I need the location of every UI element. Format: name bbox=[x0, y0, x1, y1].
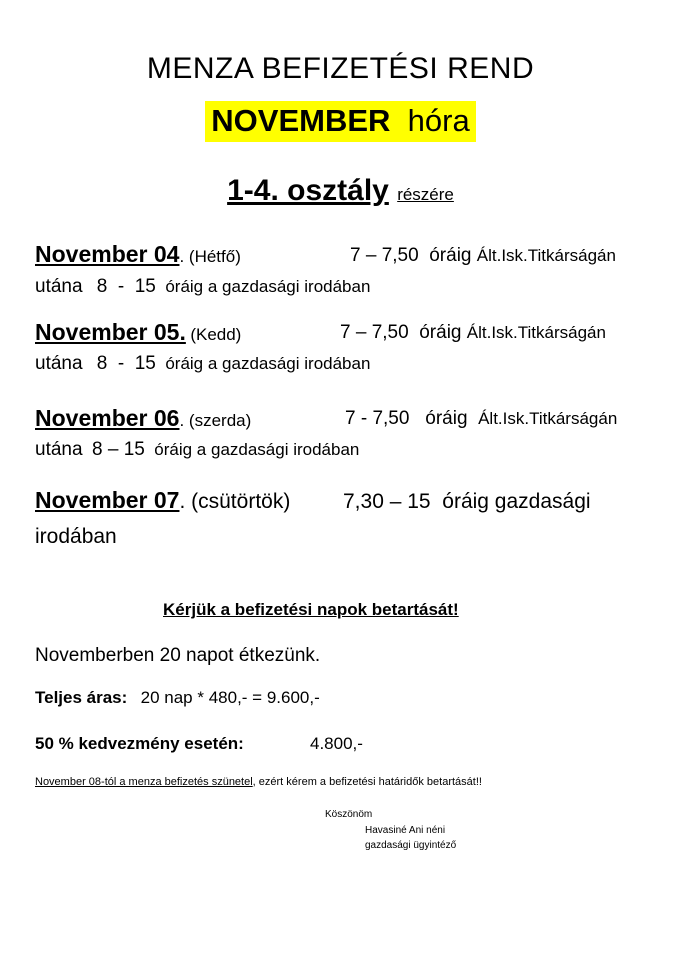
after-time: 8 – 15 bbox=[92, 439, 145, 460]
full-price-label: Teljes áras: bbox=[35, 688, 128, 707]
schedule-after bbox=[35, 439, 359, 461]
after-label: utána bbox=[35, 276, 83, 297]
schedule-time bbox=[350, 245, 616, 267]
full-price-value: 20 nap * 480,- = 9.600,- bbox=[140, 688, 320, 707]
schedule-row-3 bbox=[35, 405, 251, 432]
schedule-date: November 06 bbox=[35, 405, 180, 431]
place-label: Ált.Isk.Titkárságán bbox=[466, 323, 606, 342]
after-text: óráig a gazdasági irodában bbox=[165, 277, 371, 296]
schedule-after bbox=[35, 353, 370, 375]
after-text: óráig a gazdasági irodában bbox=[165, 354, 371, 373]
schedule-time bbox=[343, 490, 591, 514]
footnote-underlined: November 08-tól a menza befizetés szünetel bbox=[35, 776, 253, 788]
month-heading bbox=[0, 101, 681, 142]
schedule-date: November 07 bbox=[35, 487, 180, 513]
schedule-row-2 bbox=[35, 319, 241, 346]
schedule-after bbox=[35, 276, 370, 298]
after-text: óráig a gazdasági irodában bbox=[154, 440, 360, 459]
discount-value: 4.800,- bbox=[310, 734, 363, 753]
signature-thanks: Köszönöm bbox=[325, 809, 373, 820]
after-time: 8 - 15 bbox=[96, 353, 156, 374]
footnote-rest: , ezért kérem a befizetési határidők betartását!! bbox=[252, 776, 482, 788]
schedule-date: November 05. bbox=[35, 319, 186, 345]
place-label: Ált.Isk.Titkárságán bbox=[478, 409, 618, 428]
full-price-line bbox=[35, 688, 320, 708]
schedule-row-1 bbox=[35, 241, 241, 268]
schedule-time bbox=[340, 322, 606, 344]
schedule-day: . (csütörtök) bbox=[179, 490, 291, 513]
until-label: óráig bbox=[425, 408, 468, 429]
discount-label: 50 % kedvezmény esetén: bbox=[35, 734, 244, 753]
until-label: óráig bbox=[419, 322, 462, 343]
until-label: óráig bbox=[429, 245, 472, 266]
after-time: 8 - 15 bbox=[96, 276, 156, 297]
signature-role: gazdasági ügyintéző bbox=[365, 840, 457, 851]
schedule-day: . (Hétfő) bbox=[179, 247, 241, 266]
days-count-text: Novemberben 20 napot étkezünk. bbox=[35, 645, 321, 666]
notice-text: Kérjük a befizetési napok betartását! bbox=[163, 600, 459, 619]
schedule-continuation: irodában bbox=[35, 525, 117, 548]
schedule-day: (Kedd) bbox=[190, 325, 242, 344]
footnote bbox=[35, 776, 482, 788]
time-range: 7 - 7,50 bbox=[345, 408, 410, 429]
after-label: utána bbox=[35, 439, 83, 460]
schedule-time bbox=[345, 408, 617, 430]
rest-text: óráig gazdasági bbox=[442, 490, 591, 513]
discount-line bbox=[35, 734, 244, 754]
class-suffix: részére bbox=[397, 185, 454, 204]
signature-name: Havasiné Ani néni bbox=[365, 825, 446, 836]
month-name: NOVEMBER bbox=[211, 103, 391, 138]
after-label: utána bbox=[35, 353, 83, 374]
time-range: 7,30 – 15 bbox=[343, 490, 431, 513]
schedule-date: November 04 bbox=[35, 241, 180, 267]
place-label: Ált.Isk.Titkárságán bbox=[476, 246, 616, 265]
time-range: 7 – 7,50 bbox=[350, 245, 419, 266]
month-highlight bbox=[205, 101, 475, 142]
time-range: 7 – 7,50 bbox=[340, 322, 409, 343]
schedule-row-4 bbox=[35, 487, 290, 514]
schedule-day: . (szerda) bbox=[179, 411, 252, 430]
month-suffix: hóra bbox=[407, 103, 470, 138]
class-label: 1-4. osztály bbox=[227, 174, 389, 207]
class-heading bbox=[0, 174, 681, 208]
page-title: MENZA BEFIZETÉSI REND bbox=[146, 52, 535, 85]
